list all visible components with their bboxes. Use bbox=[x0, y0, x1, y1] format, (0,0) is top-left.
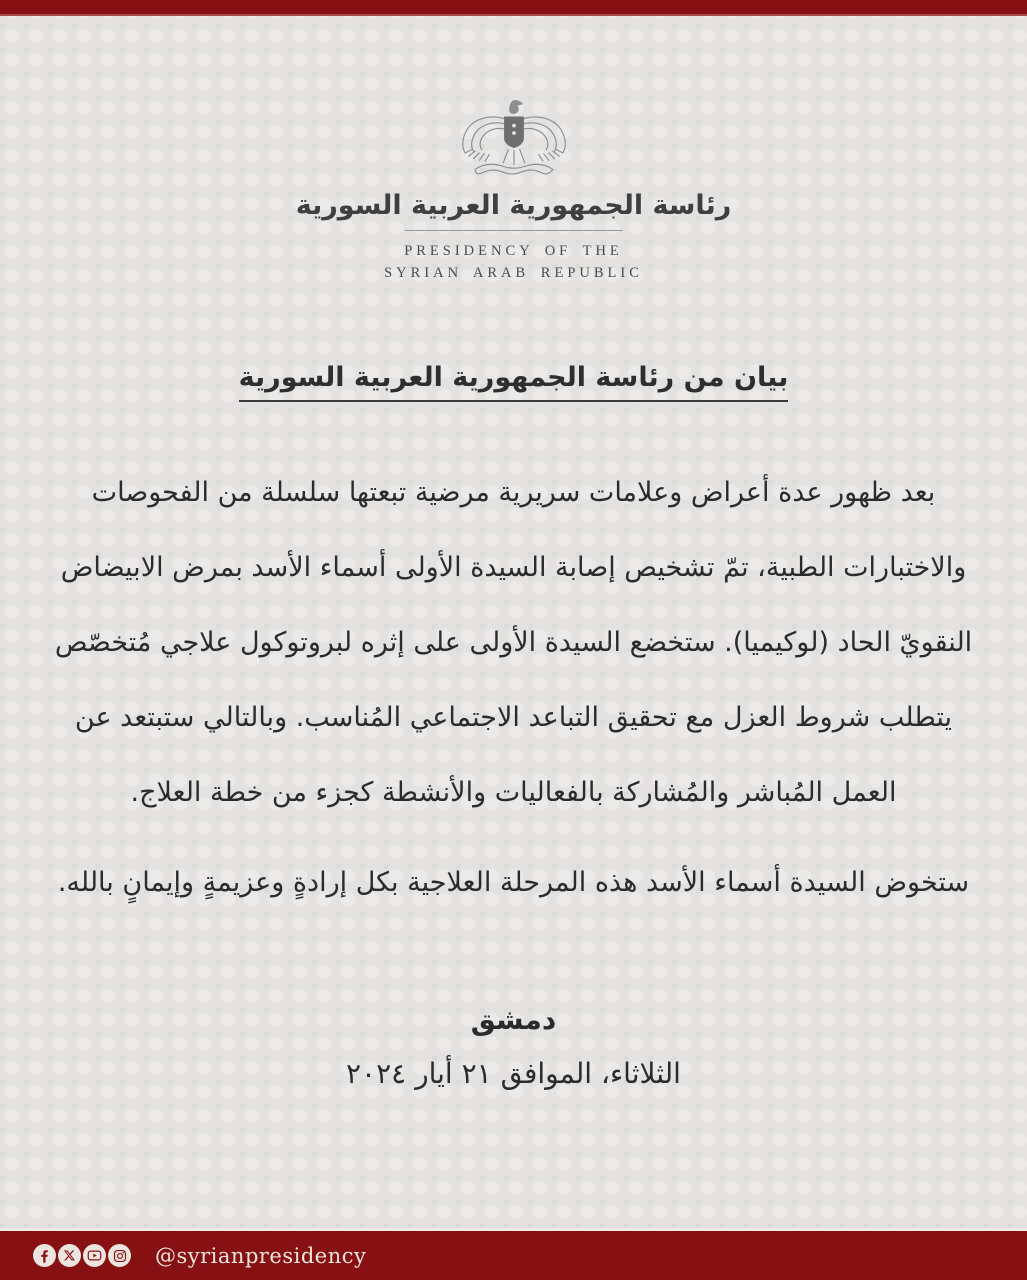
x-icon[interactable] bbox=[58, 1244, 81, 1267]
social-icons bbox=[33, 1244, 131, 1267]
letterhead-divider bbox=[405, 230, 623, 231]
paragraph-line: والاختبارات الطبية، تمّ تشخيص إصابة السيدة الأولى أسماء الأسد بمرض الابيضاض bbox=[60, 552, 967, 583]
statement-paragraph-1 bbox=[0, 455, 1027, 830]
paragraph-line: يتطلب شروط العزل مع تحقيق التباعد الاجتماعي المُناسب. وبالتالي ستبتعد عن bbox=[74, 702, 953, 733]
statement-body bbox=[0, 362, 1027, 1094]
social-handle: @syrianpresidency bbox=[155, 1243, 367, 1268]
paragraph-line: بعد ظهور عدة أعراض وعلامات سريرية مرضية تبعتها سلسلة من الفحوصات bbox=[91, 477, 936, 508]
date-line: الثلاثاء، الموافق ٢١ أيار ٢٠٢٤ bbox=[346, 1057, 681, 1090]
footer-red-bar bbox=[0, 1228, 1027, 1280]
syrian-eagle-emblem bbox=[452, 95, 576, 186]
instagram-icon[interactable] bbox=[108, 1244, 131, 1267]
statement-paragraph-2: ستخوض السيدة أسماء الأسد هذه المرحلة العلاجية بكل إرادةٍ وعزيمةٍ وإيمانٍ بالله. bbox=[57, 867, 970, 898]
presidency-name-english-line2: SYRIAN ARAB REPUBLIC bbox=[384, 265, 643, 281]
paragraph-line: النقويّ الحاد (لوكيميا). ستخضع السيدة الأولى على إثره لبروتوكول علاجي مُتخصّص bbox=[54, 627, 973, 658]
paragraph-line: العمل المُباشر والمُشاركة بالفعاليات والأنشطة كجزء من خطة العلاج. bbox=[130, 777, 897, 808]
statement-title: بيان من رئاسة الجمهورية العربية السورية bbox=[239, 362, 789, 402]
presidency-name-english-line1: PRESIDENCY OF THE bbox=[404, 243, 623, 259]
letterhead bbox=[0, 16, 1027, 284]
facebook-icon[interactable] bbox=[33, 1244, 56, 1267]
top-red-bar bbox=[0, 0, 1027, 16]
youtube-icon[interactable] bbox=[83, 1244, 106, 1267]
city-line: دمشق bbox=[470, 1003, 557, 1036]
presidency-name-arabic: رئاسة الجمهورية العربية السورية bbox=[295, 190, 732, 221]
